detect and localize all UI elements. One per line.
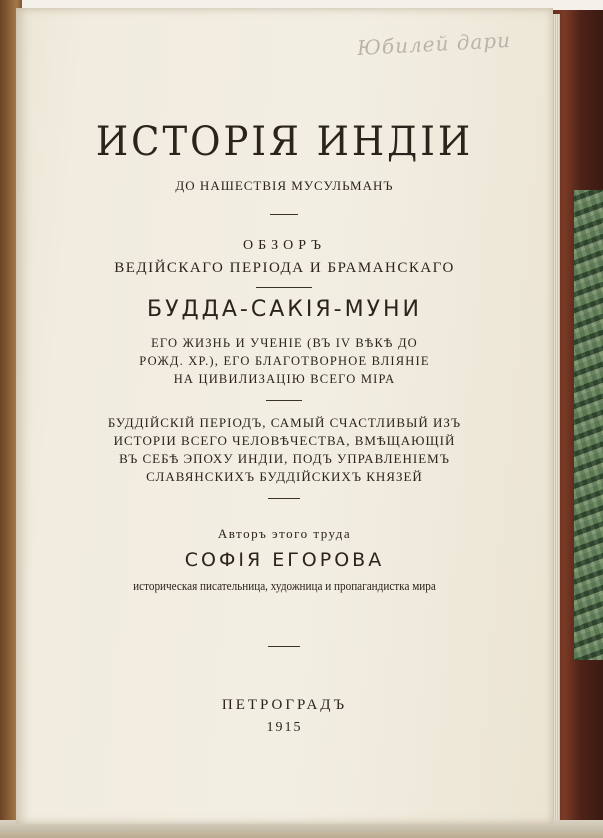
separator <box>270 214 298 215</box>
life-line: ЕГО ЖИЗНЬ И УЧЕНІЕ (ВЪ IV ВѢКѢ ДО <box>151 336 418 350</box>
book-title: ИСТОРІЯ ИНДІИ <box>95 118 474 165</box>
publication-year: 1915 <box>266 720 303 735</box>
buddha-heading: БУДДА-САКІЯ-МУНИ <box>147 297 422 322</box>
separator <box>256 287 312 288</box>
marbled-edge <box>574 190 603 660</box>
author-label: Авторъ этого труда <box>217 526 352 541</box>
period-line: ВЕДІЙСКАГО ПЕРІОДА И БРАМАНСКАГО <box>114 260 455 276</box>
author-name: СОФІЯ ЕГОРОВА <box>184 549 385 571</box>
overview-heading: ОБЗОРЪ <box>243 238 326 253</box>
separator <box>268 646 300 647</box>
paragraph-line: ВЪ СЕБѢ ЭПОХУ ИНДІИ, ПОДЪ УПРАВЛЕНІЕМЪ <box>119 451 450 466</box>
title-page <box>16 8 553 824</box>
pencil-inscription: Юбилей дари <box>356 27 512 61</box>
paragraph-line: СЛАВЯНСКИХЪ БУДДІЙСКИХЪ КНЯЗЕЙ <box>146 469 423 484</box>
subtitle: ДО НАШЕСТВІЯ МУСУЛЬМАНЪ <box>175 178 394 193</box>
life-line: НА ЦИВИЛИЗАЦІЮ ВСЕГО МІРА <box>173 372 396 386</box>
life-line: РОЖД. ХР.), ЕГО БЛАГОТВОРНОЕ ВЛІЯНІЕ <box>139 354 430 368</box>
separator <box>268 498 300 499</box>
paragraph-line: БУДДІЙСКІЙ ПЕРІОДЪ, САМЫЙ СЧАСТЛИВЫЙ ИЗЪ <box>107 415 462 430</box>
author-description: историческая писательница, художница и пропагандистка мира <box>133 578 436 593</box>
paragraph-line: ИСТОРІИ ВСЕГО ЧЕЛОВѢЧЕСТВА, ВМѢЩАЮЩІЙ <box>113 433 456 448</box>
separator <box>266 400 302 401</box>
publication-city: ПЕТРОГРАДЪ <box>221 697 348 713</box>
